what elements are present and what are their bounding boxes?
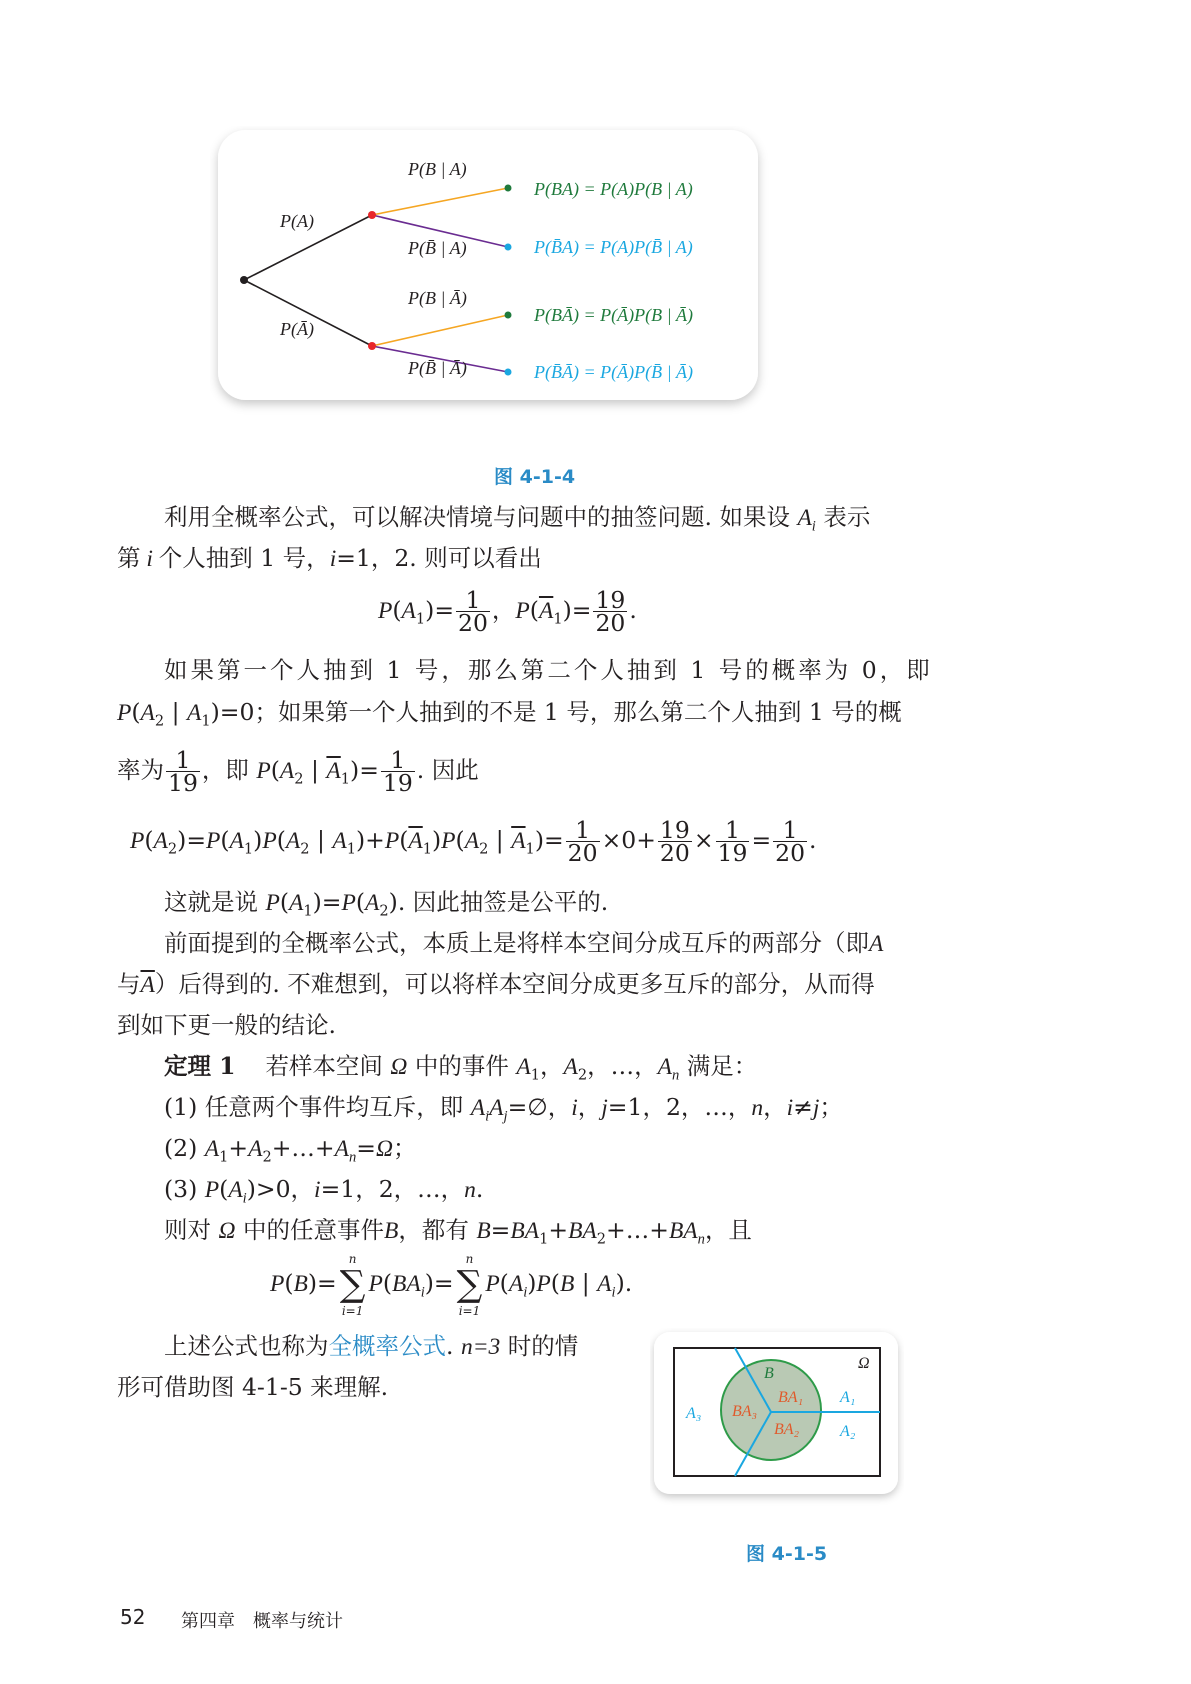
label-P-B-given-A: P(B | A) [408,159,467,179]
closing-line-1: 上述公式也称为全概率公式. n=3 时的情 [164,1332,579,1360]
equation-prior-probabilities: $P(A_1)=$ $\frac{1}{20}$ ，$P(\overline{A}_1)=$ $\frac{19}{20}$ . [378,586,637,637]
outcome-2: P(B̄A) = P(A)P(B̄ | A) [534,237,693,257]
theorem-conclusion: 则对 Ω 中的任意事件B，都有 $B=BA_1+BA_2+\dots+BA_n$，且 [164,1216,752,1248]
label-P-A: P(A) [280,211,314,231]
label-P-notB-given-A: P(B̄ | A) [408,238,467,258]
root-node [240,276,248,284]
theorem-condition-2: (2) $A_1+A_2+\dots+A_n=\Omega$； [164,1134,417,1166]
theorem-condition-1: (1) 任意两个事件均互斥，即 $A_iA_j=\emptyset$，i，j=1，2，…，n，i≠j； [164,1093,843,1125]
figure-caption-4-1-4: 图 4-1-4 [494,466,576,488]
figure-panel [218,130,758,400]
paragraph-2-line-1: 如果第一个人抽到 1 号，那么第二个人抽到 1 号的概率为 0，即 [164,656,933,684]
BA3-label: BA₃ [732,1403,758,1420]
equation-total-probability-example: $P(A_2)=P(A_1)P(A_2$ | $A_1)+P(\overline{A}_1)P(A_2$ | $\overline{A}_1)=$ $\frac{1}{20}$ ×0+ $\frac{19}{20}$ × $\frac{1}{19}$ = $\frac{1}{20}$ . [130,816,817,867]
equation-total-probability-formula: P(B)= n ∑ i=1 $P(BA_i)=$ n ∑ i=1 $P(A_i)P(B$ | $A_i$). [270,1251,633,1318]
closing-line-2: 形可借助图 4-1-5 来理解. [117,1373,389,1401]
label-P-B-given-notA: P(B | Ā) [408,288,467,308]
page-number: 52 [120,1605,146,1629]
paragraph-1-line-2: 第 i 个人抽到 1 号，i=1，2. 则可以看出 [117,544,542,572]
leaf-4 [505,369,512,376]
BA2-label: BA₂ [774,1421,800,1438]
outcome-3: P(BĀ) = P(Ā)P(B | Ā) [534,305,694,325]
leaf-2 [505,244,512,251]
paragraph-2-line-3: 率为 $\frac{1}{19}$ ，即 $P(A_2$ | $\overline{A}_1)=$ $\frac{1}{19}$ . 因此 [117,746,479,797]
label-P-notB-given-notA: P(B̄ | Ā) [408,358,467,378]
paragraph-4-line-1: 前面提到的全概率公式，本质上是将样本空间分成互斥的两部分（即A [164,929,884,957]
A2-label: A₂ [840,1423,856,1440]
theorem-condition-3: (3) $P(A_i)>0$，i=1，2，…，n. [164,1175,484,1207]
outcome-1: P(BA) = P(A)P(B | A) [534,179,693,199]
outcome-4: P(B̄Ā) = P(Ā)P(B̄ | Ā) [534,362,694,382]
leaf-3 [505,312,512,319]
node-notA [368,342,376,350]
B-label: B [764,1365,774,1382]
omega-label: Ω [858,1355,870,1372]
partition-diagram-figure [650,1328,904,1508]
paragraph-2-line-2: $P(A_2$ | $A_1)=0$；如果第一个人抽到的不是 1 号，那么第二个人抽到 1 号的概 [117,698,902,730]
A1-label: A₁ [840,1389,856,1406]
paragraph-3: 这就是说 $P(A_1)=P(A_2)$. 因此抽签是公平的. [164,888,609,920]
chapter-title: 第四章 概率与统计 [181,1611,343,1632]
paragraph-4-line-3: 到如下更一般的结论. [117,1011,336,1039]
tree-diagram-figure [210,126,770,416]
figure-caption-4-1-5: 图 4-1-5 [746,1543,828,1565]
theorem-statement: 定理 1 若样本空间 Ω 中的事件 $A_1$，$A_2$，…，$A_n$ 满足： [164,1052,758,1084]
A3-label: A₃ [686,1405,702,1422]
leaf-1 [505,185,512,192]
label-P-notA: P(Ā) [280,319,314,339]
paragraph-4-line-2: 与$\overline{A}$）后得到的. 不难想到，可以将样本空间分成更多互斥的部分，从而得 [117,970,875,998]
node-A [368,211,376,219]
paragraph-1-line-1: 利用全概率公式，可以解决情境与问题中的抽签问题. 如果设 $A_i$ 表示 [164,503,871,535]
BA1-label: BA₁ [778,1389,804,1406]
keyword-total-probability: 全概率公式 [328,1332,446,1360]
